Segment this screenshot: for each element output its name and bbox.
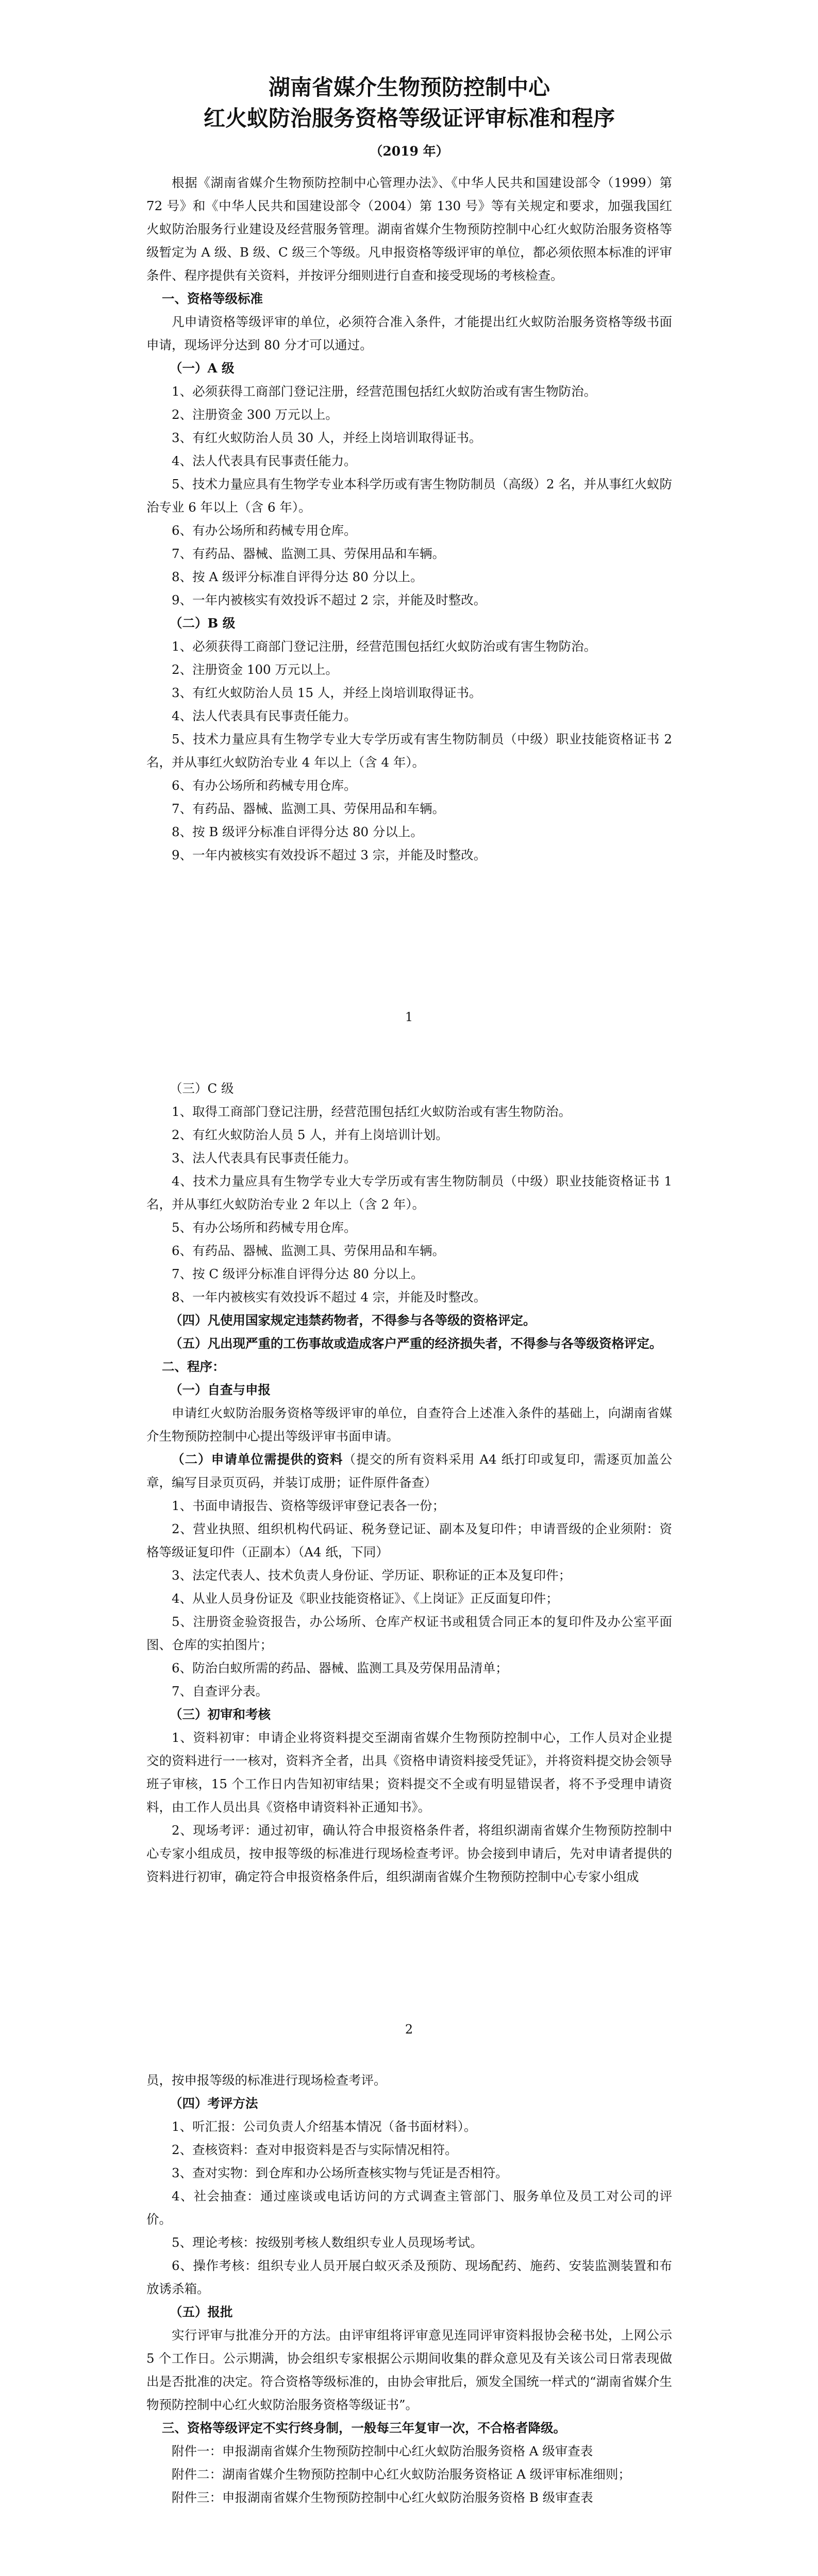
list-item: 6、有办公场所和药械专用仓库。	[172, 523, 357, 538]
method-title: （四）考评方法	[170, 2096, 258, 2111]
method-list	[146, 2115, 672, 2300]
page-number: 1	[405, 1010, 413, 1024]
review-paragraph-2-cont: 员，按申报等级的标准进行现场检查考评。	[146, 2073, 387, 2088]
list-item: 2、注册资金 300 万元以上。	[172, 407, 338, 422]
grade-a-list	[146, 380, 672, 612]
page-2-content	[146, 1077, 672, 1888]
list-item: 1、取得工商部门登记注册，经营范围包括红火蚁防治或有害生物防治。	[172, 1104, 572, 1119]
approval-title: （五）报批	[170, 2304, 233, 2319]
grade-b-list	[146, 635, 672, 867]
list-item: 6、操作考核：组织专业人员开展白蚁灭杀及预防、现场配药、施药、安装监测装置和布放诱杀箱。	[146, 2258, 672, 2296]
review-paragraph-2: 2、现场考评：通过初审，确认符合申报资格条件者，将组织湖南省媒介生物预防控制中心专家小组成员，按申报等级的标准进行现场检查考评。协会接到申请后，先对申请者提供的资料进行初审，确定符合申报资格条件后，组织湖南省媒介生物预防控制中心专家小组成	[146, 1823, 672, 1884]
list-item: 7、按 C 级评分标准自评得分达 80 分以上。	[172, 1266, 424, 1281]
list-item: 5、注册资金验资报告，办公场所、仓库产权证书或租赁合同正本的复印件及办公室平面图、仓库的实拍图片；	[146, 1614, 672, 1652]
list-item: 4、法人代表具有民事责任能力。	[172, 453, 357, 468]
self-check-title: （一）自查与申报	[170, 1382, 271, 1397]
section-3-title: 三、资格等级评定不实行终身制，一般每三年复审一次，不合格者降级。	[162, 2420, 566, 2435]
section-1-intro: 凡申请资格等级评审的单位，必须符合准入条件，才能提出红火蚁防治服务资格等级书面申请，现场评分达到 80 分才可以通过。	[146, 314, 672, 352]
list-item: 8、按 B 级评分标准自评得分达 80 分以上。	[172, 824, 423, 839]
materials-heading	[146, 1448, 672, 1494]
list-item: 3、查对实物：到仓库和办公场所查核实物与凭证是否相符。	[172, 2165, 508, 2180]
list-item: 1、必须获得工商部门登记注册，经营范围包括红火蚁防治或有害生物防治。	[172, 384, 597, 399]
list-item: 4、从业人员身份证及《职业技能资格证》、《上岗证》正反面复印件；	[172, 1591, 559, 1606]
attachment-item: 附件一：申报湖南省媒介生物预防控制中心红火蚁防治服务资格 A 级审查表	[172, 2444, 593, 2459]
list-item: 5、理论考核：按级别考核人数组织专业人员现场考试。	[172, 2235, 483, 2250]
page-3-content	[146, 2069, 672, 2509]
attachment-list	[146, 2439, 672, 2509]
list-item: 4、法人代表具有民事责任能力。	[172, 708, 357, 723]
list-item: 6、有办公场所和药械专用仓库。	[172, 778, 357, 793]
materials-title: （二）申请单位需提供的资料	[172, 1452, 343, 1467]
review-title: （三）初审和考核	[170, 1707, 271, 1722]
materials-note: （提交的所有资料采用 A4 纸打印或复印，需逐页加盖公章，编写目录页页码，并装订成册；证件原件备查）	[146, 1452, 673, 1490]
list-item: 2、有红火蚁防治人员 5 人，并有上岗培训计划。	[172, 1127, 448, 1142]
review-paragraph-1: 1、资料初审：申请企业将资料提交至湖南省媒介生物预防控制中心，工作人员对企业提交的资料进行一一核对，资料齐全者，出具《资格申请资料接受凭证》，并将资料提交协会领导班子审核，15 个工作日内告知初审结果；资料提交不全或有明显错误者，将不予受理申请资料，由工作人员出具《资格申请资料补正通知书》。	[146, 1730, 672, 1815]
list-item: 3、法人代表具有民事责任能力。	[172, 1150, 357, 1165]
list-item: 3、有红火蚁防治人员 15 人，并经上岗培训取得证书。	[172, 685, 482, 700]
list-item: 9、一年内被核实有效投诉不超过 3 宗，并能及时整改。	[172, 848, 487, 862]
section-2-title: 二、程序：	[162, 1359, 225, 1374]
title-line-2: 红火蚁防治服务资格等级证评审标准和程序	[203, 106, 615, 131]
list-item: 4、社会抽查：通过座谈或电话访问的方式调查主管部门、服务单位及员工对公司的评价。	[146, 2189, 672, 2227]
rule-prohibited-drugs: （四）凡使用国家规定违禁药物者，不得参与各等级的资格评定。	[170, 1313, 536, 1328]
list-item: 8、一年内被核实有效投诉不超过 4 宗，并能及时整改。	[172, 1290, 487, 1304]
section-1-title: 一、资格等级标准	[162, 291, 263, 306]
list-item: 1、书面申请报告、资格等级评审登记表各一份；	[172, 1498, 445, 1513]
list-item: 5、有办公场所和药械专用仓库。	[172, 1220, 357, 1235]
rule-serious-accidents: （五）凡出现严重的工伤事故或造成客户严重的经济损失者，不得参与各等级资格评定。	[170, 1336, 662, 1351]
list-item: 7、有药品、器械、监测工具、劳保用品和车辆。	[172, 546, 445, 561]
list-item: 1、听汇报：公司负责人介绍基本情况（备书面材料）。	[172, 2119, 477, 2134]
list-item: 9、一年内被核实有效投诉不超过 2 宗，并能及时整改。	[172, 592, 487, 607]
page-3	[0, 2050, 818, 2576]
title-line-1: 湖南省媒介生物预防控制中心	[268, 75, 550, 100]
materials-list	[146, 1494, 672, 1703]
list-item: 6、防治白蚁所需的药品、器械、监测工具及劳保用品清单；	[172, 1660, 508, 1675]
list-item: 3、法定代表人、技术负责人身份证、学历证、职称证的正本及复印件；	[172, 1568, 572, 1583]
page-number: 2	[405, 2022, 413, 2037]
grade-c-title: （三）C 级	[170, 1081, 234, 1096]
list-item: 7、有药品、器械、监测工具、劳保用品和车辆。	[172, 801, 445, 816]
approval-text: 实行评审与批准分开的方法。由评审组将评审意见连同评审资料报协会秘书处，上网公示 5 个工作日。公示期满，协会组织专家根据公示期间收集的群众意见及有关该公司日常表现做出是否批准的决定。符合资格等级标准的，由协会审批后，颁发全国统一样式的“湖南省媒介生物预防控制中心红火蚁防治服务资格等级证书”。	[146, 2328, 672, 2412]
attachment-item: 附件二：湖南省媒介生物预防控制中心红火蚁防治服务资格证 A 级评审标准细则；	[172, 2467, 631, 2482]
list-item: 1、必须获得工商部门登记注册，经营范围包括红火蚁防治或有害生物防治。	[172, 639, 597, 654]
list-item: 2、注册资金 100 万元以上。	[172, 662, 338, 677]
list-item: 7、自查评分表。	[172, 1684, 269, 1699]
attachment-item: 附件三：申报湖南省媒介生物预防控制中心红火蚁防治服务资格 B 级审查表	[172, 2490, 593, 2505]
list-item: 2、查核资料：查对申报资料是否与实际情况相符。	[172, 2142, 458, 2157]
list-item: 5、技术力量应具有生物学专业本科学历或有害生物防制员（高级）2 名，并从事红火蚁防治专业 6 年以上（含 6 年）。	[146, 477, 672, 515]
list-item: 5、技术力量应具有生物学专业大专学历或有害生物防制员（中级）职业技能资格证书 2 名，并从事红火蚁防治专业 4 年以上（含 4 年）。	[146, 732, 672, 770]
year: （2019 年）	[370, 144, 449, 159]
list-item: 8、按 A 级评分标准自评得分达 80 分以上。	[172, 569, 423, 584]
grade-b-title: （二）B 级	[170, 616, 236, 631]
list-item: 2、营业执照、组织机构代码证、税务登记证、副本及复印件；申请晋级的企业须附：资格等级证复印件（正副本）（A4 纸，下同）	[146, 1521, 672, 1560]
page-1	[0, 0, 818, 1041]
self-check-text: 申请红火蚁防治服务资格等级评审的单位，自查符合上述准入条件的基础上，向湖南省媒介生物预防控制中心提出等级评审书面申请。	[146, 1405, 672, 1444]
grade-c-list	[146, 1100, 672, 1309]
grade-a-title: （一）A 级	[170, 361, 235, 376]
list-item: 3、有红火蚁防治人员 30 人，并经上岗培训取得证书。	[172, 430, 482, 445]
intro-paragraph: 根据《湖南省媒介生物预防控制中心管理办法》、《中华人民共和国建设部令（1999）第 72 号》和《中华人民共和国建设部令（2004）第 130 号》等有关规定和要求，加强我国红火蚁防治服务行业建设及经营服务管理。湖南省媒介生物预防控制中心红火蚁防治服务资格等级暂定为 A 级、B 级、C 级三个等级。凡申报资格等级评审的单位，都必须依照本标准的评审条件、程序提供有关资料，并按评分细则进行自查和接受现场的考核检查。	[146, 175, 672, 283]
page-2	[0, 1041, 818, 2050]
list-item: 6、有药品、器械、监测工具、劳保用品和车辆。	[172, 1243, 445, 1258]
list-item: 4、技术力量应具有生物学专业大专学历或有害生物防制员（中级）职业技能资格证书 1 名，并从事红火蚁防治专业 2 年以上（含 2 年）。	[146, 1174, 672, 1212]
page-1-content	[146, 72, 672, 867]
